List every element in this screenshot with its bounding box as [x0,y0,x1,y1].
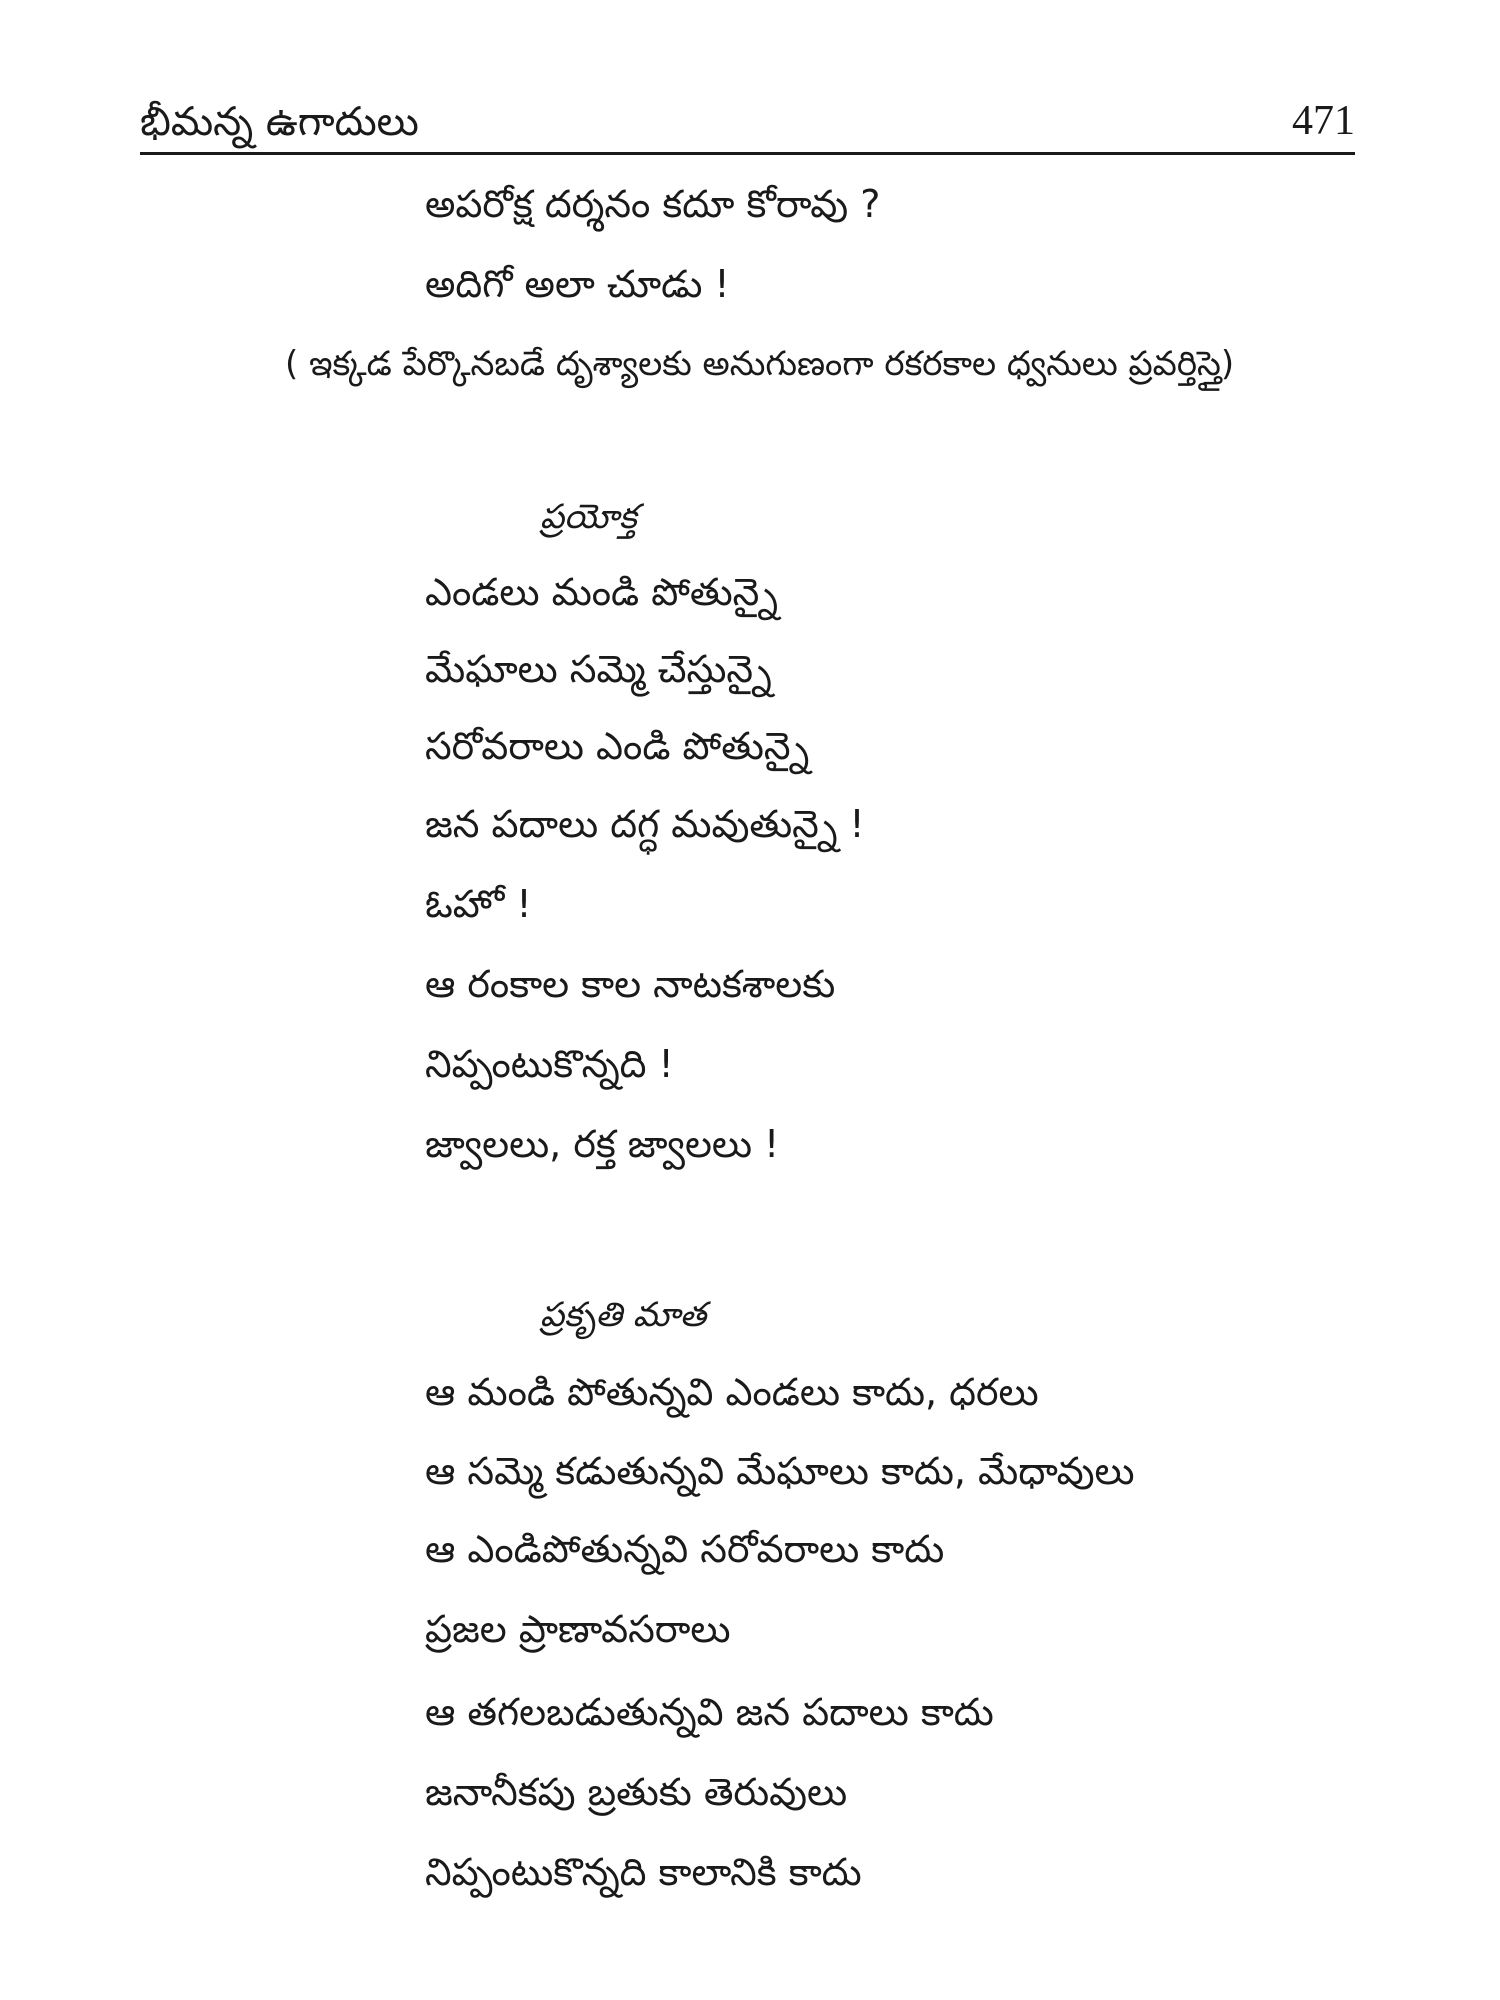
running-header [140,92,1355,154]
stage-direction: ( ఇక్కడ పేర్కొనబడే దృశ్యాలకు అనుగుణంగా రకరకాల ధ్వనులు ప్రవర్తిస్తై) [285,344,1235,384]
verse-line: నిప్పంటుకొన్నది కాలానికి కాదు [425,1850,862,1894]
verse-line: జ్వాలలు, రక్త జ్వాలలు ! [425,1122,780,1166]
verse-line: జన పదాలు దగ్ధ మవుతున్నై ! [425,802,865,846]
verse-line: జనానీకపు బ్రతుకు తెరువులు [425,1770,848,1814]
verse-line: మేఘాలు సమ్మె చేస్తున్నై [425,647,772,691]
verse-line: సరోవరాలు ఎండి పోతున్నై [425,724,810,768]
verse-line: అపరోక్ష దర్శనం కదూ కోరావు ? [425,182,881,226]
verse-line: ఎండలు మండి పోతున్నై [425,570,778,614]
verse-line: ఆ తగలబడుతున్నవి జన పదాలు కాదు [425,1690,994,1734]
verse-line: ప్రజల ప్రాణావసరాలు [425,1607,731,1651]
speaker-name: ప్రయోక్త [540,497,637,537]
verse-line: ఆ సమ్మె కడుతున్నవి మేఘాలు కాదు, మేధావులు [425,1449,1135,1493]
verse-line: అదిగో అలా చూడు ! [425,262,730,306]
book-title: భీమన్న ఉగాదులు [140,99,419,145]
verse-line: ఆ మండి పోతున్నవి ఎండలు కాదు, ధరలు [425,1370,1039,1414]
verse-line: నిప్పంటుకొన్నది ! [425,1042,674,1086]
verse-line: ఆ రంకాల కాల నాటకశాలకు [425,962,836,1006]
verse-line: ఆ ఎండిపోతున్నవి సరోవరాలు కాదు [425,1527,945,1571]
verse-line: ఓహో ! [425,882,532,926]
page-number: 471 [1292,98,1355,144]
speaker-name: ప్రకృతి మాత [540,1295,707,1335]
header-rule [140,152,1355,155]
